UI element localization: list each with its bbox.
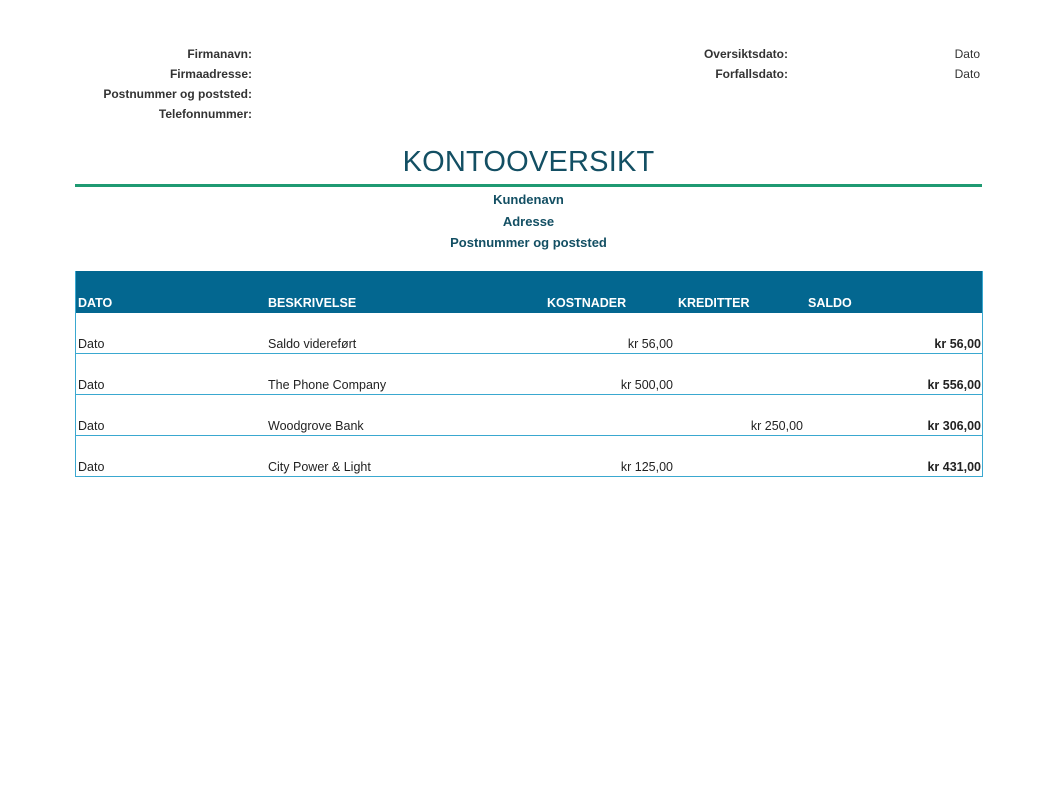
title-divider (75, 184, 982, 187)
due-date-row (690, 64, 980, 84)
due-date-label: Forfallsdato: (715, 67, 788, 81)
cell-balance[interactable]: kr 556,00 (927, 378, 981, 392)
cell-credit[interactable]: kr 250,00 (750, 419, 803, 433)
cell-cost[interactable]: kr 125,00 (620, 460, 673, 474)
due-date-value[interactable]: Dato (954, 67, 980, 81)
cell-cost[interactable]: kr 500,00 (620, 378, 673, 392)
cell-balance[interactable]: kr 306,00 (927, 419, 981, 433)
customer-postal[interactable]: Postnummer og poststed (450, 235, 607, 250)
statement-date-value[interactable]: Dato (954, 47, 980, 61)
cell-description[interactable]: Woodgrove Bank (268, 419, 364, 433)
statement-dates (690, 44, 980, 84)
company-phone-label: Telefonnummer: (158, 107, 252, 121)
cell-date[interactable]: Dato (78, 337, 105, 351)
cell-cost[interactable]: kr 56,00 (627, 337, 673, 351)
company-info (70, 44, 252, 124)
company-postal-label: Postnummer og poststed: (103, 87, 252, 101)
statement-date-row (690, 44, 980, 64)
customer-info (75, 189, 982, 254)
customer-name[interactable]: Kundenavn (493, 192, 564, 207)
header-costs[interactable]: KOSTNADER (547, 296, 627, 310)
header-balance[interactable]: SALDO (808, 296, 852, 310)
cell-description[interactable]: City Power & Light (268, 460, 371, 474)
header-description[interactable]: BESKRIVELSE (268, 296, 357, 310)
cell-balance[interactable]: kr 56,00 (934, 337, 981, 351)
header-credits[interactable]: KREDITTER (678, 296, 750, 310)
table-row (76, 435, 982, 476)
table-row (76, 353, 982, 394)
cell-date[interactable]: Dato (78, 460, 105, 474)
table-row (76, 394, 982, 435)
statement-table (75, 271, 983, 477)
cell-description[interactable]: Saldo videreført (268, 337, 357, 351)
table-row (76, 313, 982, 353)
statement-date-label: Oversiktsdato: (703, 47, 788, 61)
header-date[interactable]: DATO (78, 296, 113, 310)
cell-date[interactable]: Dato (78, 378, 105, 392)
cell-balance[interactable]: kr 431,00 (927, 460, 981, 474)
customer-address[interactable]: Adresse (502, 213, 555, 229)
cell-description[interactable]: The Phone Company (268, 378, 387, 392)
cell-date[interactable]: Dato (78, 419, 105, 433)
company-address-label: Firmaadresse: (169, 67, 252, 81)
page-title: KONTOOVERSIKT (402, 146, 655, 178)
company-name-label: Firmanavn: (187, 47, 252, 61)
table-header (76, 271, 982, 313)
